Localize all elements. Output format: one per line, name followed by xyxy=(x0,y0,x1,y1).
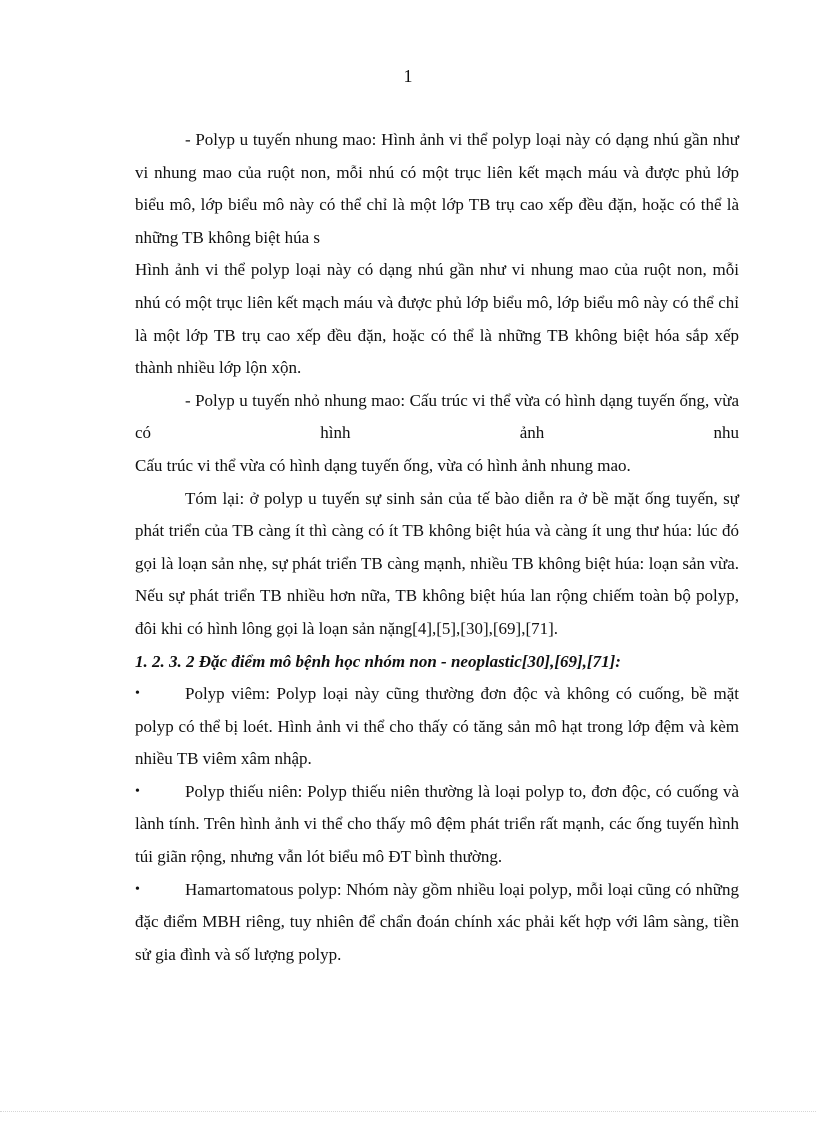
paragraph-tubulovillous-adenoma: - Polyp u tuyến nhỏ nhung mao: Cấu trúc vi thể vừa có hình dạng tuyến ống, vừa có hình ảnh nhu xyxy=(135,390,739,443)
bullet-item-hamartomatous-polyp xyxy=(135,874,739,972)
bullet-icon: • xyxy=(135,881,140,897)
bullet-text: Polyp thiếu niên: Polyp thiếu niên thường là loại polyp to, đơn độc, có cuống và lành tính. Trên hình ảnh vi thể cho thấy mô đệm phát triển rất mạnh, các ống tuyến hình túi giãn rộng, nhưng vẫn lót biểu mô ĐT bình thường. xyxy=(135,781,739,867)
paragraph-tubulovillous-description: Cấu trúc vi thể vừa có hình dạng tuyến ống, vừa có hình ảnh nhung mao. xyxy=(135,455,631,475)
paragraph-villous-description: Hình ảnh vi thể polyp loại này có dạng nhú gần như vi nhung mao của ruột non, mỗi nhú có một trục liên kết mạch máu và được phủ lớp biểu mô, lớp biểu mô này có thể chỉ là một lớp TB trụ cao xếp đều đặn, hoặc có thể là những TB không biệt hóa sắp xếp thành nhiều lớp lộn xộn. xyxy=(135,260,739,378)
document-body xyxy=(135,124,739,971)
page-number: 1 xyxy=(403,66,413,86)
bullet-icon: • xyxy=(135,686,140,702)
bullet-item-juvenile-polyp xyxy=(135,776,739,874)
bullet-icon: • xyxy=(135,783,140,799)
bullet-text: Hamartomatous polyp: Nhóm này gồm nhiều loại polyp, mỗi loại cũng có những đặc điểm MBH riêng, tuy nhiên để chẩn đoán chính xác phải kết hợp với lâm sàng, tiền sử gia đình và số lượng polyp. xyxy=(135,879,739,964)
page-bottom-divider xyxy=(0,1111,816,1112)
paragraph-summary: Tóm lại: ở polyp u tuyến sự sinh sản của tế bào diễn ra ở bề mặt ống tuyến, sự phát triển của TB càng ít thì càng có ít TB không biệt húa và càng ít ung thư húa: lúc đó gọi là loạn sản nhẹ, sự phát triển TB càng mạnh, nhiều TB không biệt húa: loạn sản vừa. Nếu sự phát triển TB nhiều hơn nữa, TB không biệt húa lan rộng chiếm toàn bộ polyp, đôi khi có hình lông gọi là loạn sản nặng[4],[5],[30],[69],[71]. xyxy=(135,488,739,638)
bullet-text: Polyp viêm: Polyp loại này cũng thường đơn độc và không có cuống, bề mặt polyp có thể bị loét. Hình ảnh vi thể cho thấy có tăng sản mô hạt trong lớp đệm và kèm nhiều TB viêm xâm nhập. xyxy=(135,684,739,769)
bullet-item-inflammatory-polyp xyxy=(135,678,739,776)
section-heading: 1. 2. 3. 2 Đặc điểm mô bệnh học nhóm non - neoplastic[30],[69],[71]: xyxy=(135,651,621,671)
paragraph-villous-adenoma: - Polyp u tuyến nhung mao: Hình ảnh vi thể polyp loại này có dạng nhú gần như vi nhung mao của ruột non, mỗi nhú có một trục liên kết mạch máu và được phủ lớp biểu mô, lớp biểu mô này có thể chỉ là một lớp TB trụ cao xếp đều đặn, hoặc có thể là những TB không biệt húa s xyxy=(135,130,739,247)
